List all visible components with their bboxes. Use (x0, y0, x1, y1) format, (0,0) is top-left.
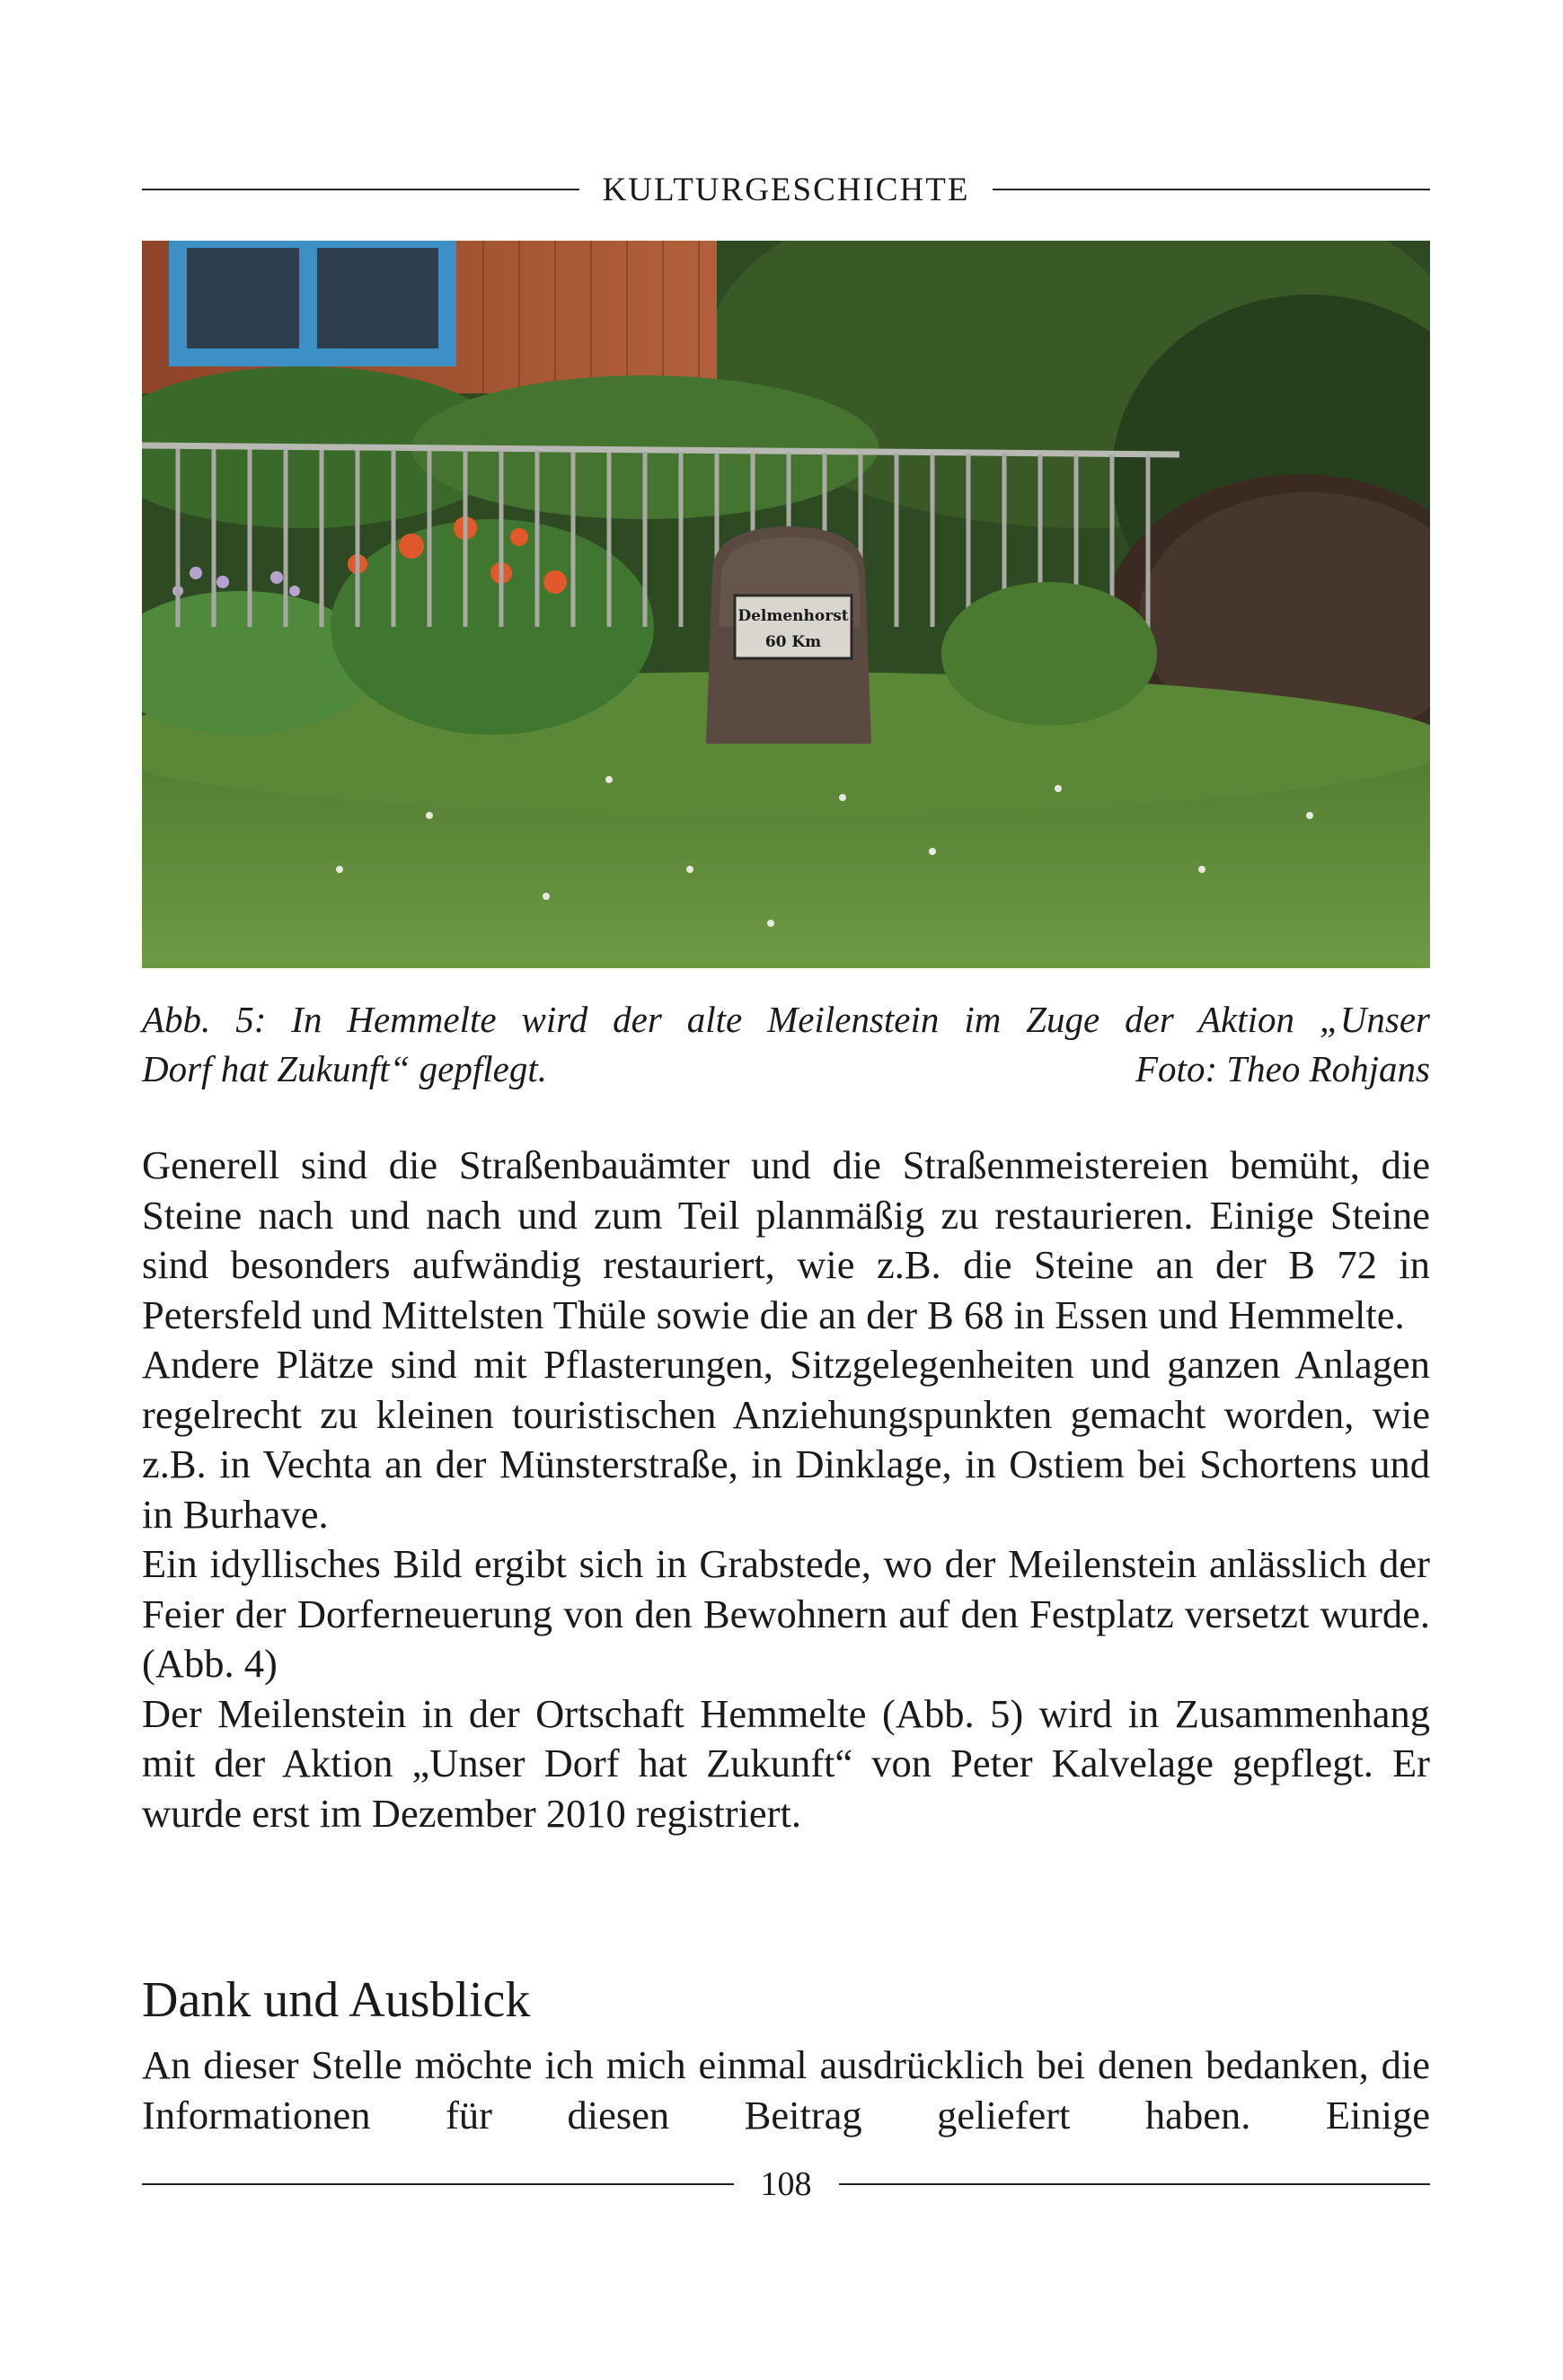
section-paragraph: An dieser Stelle möchte ich mich einmal ausdrücklich bei denen bedanken, die Informationen für diesen Beitrag geliefert haben. Einige (142, 2042, 1430, 2138)
paragraph-4: Der Meilenstein in der Ortschaft Hemmelte (Abb. 5) wird in Zusammenhang mit der Aktion „Unser Dorf hat Zukunft“ von Peter Kalvelage gepflegt. Er wurde erst im Dezember 2010 registriert. (142, 1690, 1430, 1836)
stone-inscription-line2: 60 Km (764, 633, 822, 651)
paragraph-2: Andere Plätze sind mit Pflasterungen, Sitzgelegenheiten und ganzen Anlagen regelrecht zu kleinen touristischen Anziehungspunkten gemacht worden, wie z.B. in Vechta an der Münsterstraße, in Dinklage, in Ostiem bei Schortens und in Burhave. (142, 1342, 1430, 1537)
photo-credit: Foto: Theo Rohjans (1135, 1048, 1430, 1089)
milestone-photo (142, 241, 1430, 968)
caption-line-2 (142, 1045, 1430, 1094)
page-number: 108 (760, 2165, 812, 2203)
header-rule-left (142, 189, 579, 190)
header-rule-right (993, 189, 1430, 190)
footer-rule-left (142, 2183, 734, 2185)
page-footer (142, 2162, 1430, 2207)
section-heading: Dank und Ausblick (142, 1972, 531, 2028)
stone-inscription-line1: Delmenhorst (737, 607, 849, 625)
paragraph-1: Generell sind die Straßenbauämter und die Straßenmeistereien bemüht, die Steine nach und nach und zum Teil planmäßig zu restaurieren. Einige Steine sind besonders aufwändig restauriert, wie z.B. die Steine an der B 72 in Petersfeld und Mittelsten Thüle sowie die an der B 68 in Essen und Hemmelte. (142, 1142, 1430, 1337)
caption-line-2-text: Dorf hat Zukunft“ gepflegt. (142, 1048, 547, 1089)
section-title: KULTURGESCHICHTE (602, 171, 970, 208)
footer-rule-right (839, 2183, 1431, 2185)
paragraph-3: Ein idyllisches Bild ergibt sich in Grabstede, wo der Meilenstein anlässlich der Feier der Dorferneuerung von den Bewohnern auf den Festplatz versetzt wurde. (Abb. 4) (142, 1541, 1430, 1686)
body-text (142, 1141, 1430, 1838)
figure-caption (142, 995, 1430, 1094)
running-header (142, 167, 1430, 212)
caption-line-1: Abb. 5: In Hemmelte wird der alte Meilenstein im Zuge der Aktion „Unser (142, 999, 1430, 1040)
